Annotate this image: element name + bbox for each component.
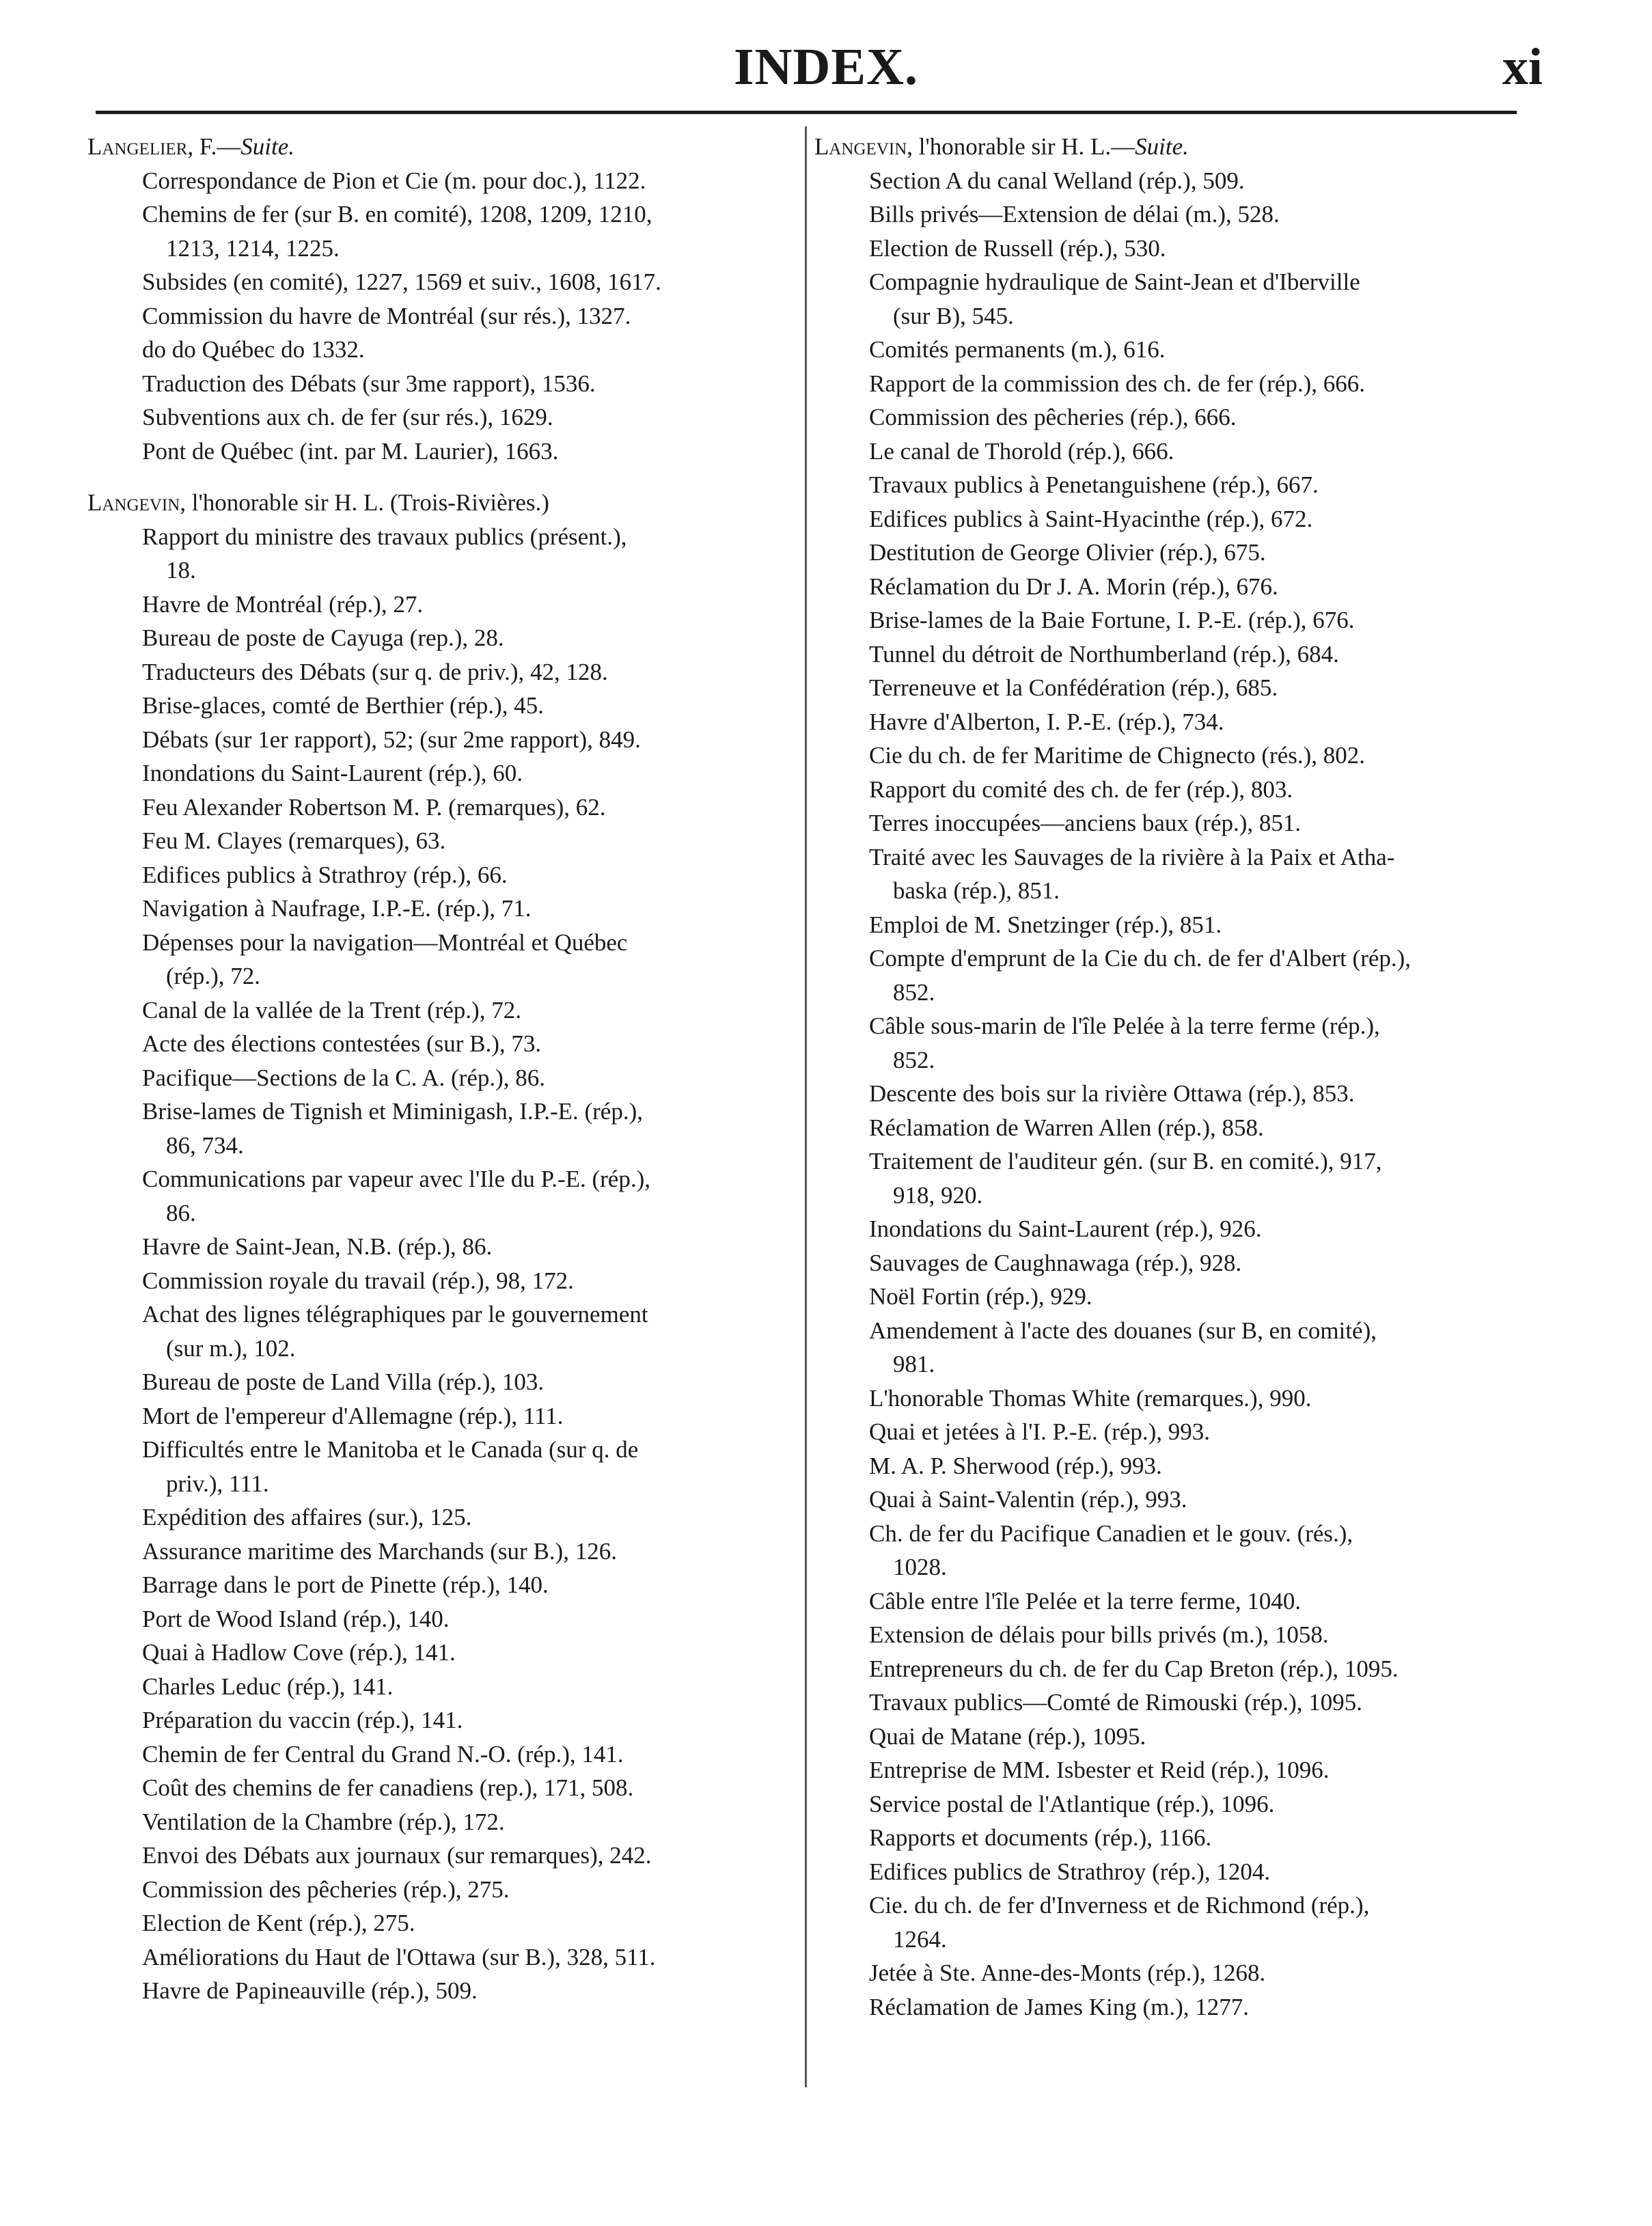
index-entry: Havre de Montréal (rép.), 27.: [142, 590, 424, 618]
index-entry: Edifices publics à Saint-Hyacinthe (rép.), 672.: [869, 505, 1313, 532]
index-entry: Sauvages de Caughnawaga (rép.), 928.: [869, 1249, 1242, 1276]
index-entry-continuation: 18.: [166, 557, 196, 583]
index-entry: Comités permanents (m.), 616.: [869, 336, 1166, 363]
index-entry: Inondations du Saint-Laurent (rép.), 60.: [142, 760, 523, 786]
index-entry: Acte des élections contestées (sur B.), 73.: [142, 1030, 542, 1057]
index-entry: Rapport du comité des ch. de fer (rép.), 803.: [869, 775, 1293, 803]
index-entry-continuation: 981.: [893, 1351, 935, 1377]
index-entry: Descente des bois sur la rivière Ottawa (rép.), 853.: [869, 1080, 1355, 1107]
index-entry-continuation: 852.: [893, 1046, 935, 1073]
right-column: [814, 130, 1532, 2024]
index-entry: Chemin de fer Central du Grand N.-O. (rép.), 141.: [142, 1740, 624, 1768]
index-entry: Difficultés entre le Manitoba et le Canada (sur q. de: [142, 1436, 639, 1463]
index-entry: Ventilation de la Chambre (rép.), 172.: [142, 1808, 505, 1835]
index-entry-continuation: (rép.), 72.: [166, 963, 261, 989]
index-entry: Brise-lames de la Baie Fortune, I. P.-E. (rép.), 676.: [869, 607, 1355, 633]
index-entry: Section A du canal Welland (rép.), 509.: [869, 167, 1245, 194]
index-entry: Entrepreneurs du ch. de fer du Cap Breton (rép.), 1095.: [869, 1655, 1399, 1682]
index-entry: Commission des pêcheries (rép.), 275.: [142, 1875, 510, 1903]
index-entry: Havre de Saint-Jean, N.B. (rép.), 86.: [142, 1233, 493, 1260]
index-entry: Traitement de l'auditeur gén. (sur B. en comité.), 917,: [869, 1148, 1382, 1174]
index-entry: Rapport de la commission des ch. de fer (rép.), 666.: [869, 370, 1366, 397]
index-entry-continuation: 86, 734.: [166, 1131, 244, 1159]
index-entry-continuation: 1264.: [893, 1925, 947, 1953]
index-entry: Traduction des Débats (sur 3me rapport), 1536.: [142, 370, 596, 397]
index-entry: Coût des chemins de fer canadiens (rep.), 171, 508.: [142, 1774, 634, 1801]
index-entry: Havre de Papineauville (rép.), 509.: [142, 1977, 478, 2004]
index-entry: Terres inoccupées—anciens baux (rép.), 851.: [869, 810, 1302, 836]
index-entry: Service postal de l'Atlantique (rép.), 1096.: [869, 1790, 1275, 1817]
index-entry: Communications par vapeur avec l'Ile du P.-E. (rép.),: [142, 1166, 650, 1192]
index-entry: Assurance maritime des Marchands (sur B.), 126.: [142, 1537, 617, 1565]
index-entry-continuation: (sur m.), 102.: [166, 1334, 296, 1362]
index-entry: Compte d'emprunt de la Cie du ch. de fer d'Albert (rép.),: [869, 945, 1412, 972]
index-entry: Charles Leduc (rép.), 141.: [142, 1673, 394, 1700]
index-entry: Correspondance de Pion et Cie (m. pour doc.), 1122.: [142, 167, 646, 194]
index-entry: Amendement à l'acte des douanes (sur B, en comité),: [869, 1317, 1377, 1344]
index-entry: Edifices publics à Strathroy (rép.), 66.: [142, 861, 508, 888]
heading-suffix: Suite.: [1135, 133, 1189, 160]
index-entry-continuation: 1213, 1214, 1225.: [166, 234, 340, 262]
index-entry: Travaux publics—Comté de Rimouski (rép.), 1095.: [869, 1689, 1362, 1716]
page-header: [0, 38, 1652, 106]
index-entry: Commission des pêcheries (rép.), 666.: [869, 404, 1237, 430]
index-entry: Edifices publics de Strathroy (rép.), 1204.: [869, 1858, 1271, 1885]
section-gap: [87, 468, 791, 486]
index-entry: Expédition des affaires (sur.), 125.: [142, 1504, 472, 1530]
index-heading: [87, 130, 791, 164]
header-rule: [96, 111, 1517, 114]
index-entry: Pacifique—Sections de la C. A. (rép.), 86.: [142, 1064, 546, 1091]
index-entry-continuation: 86.: [166, 1199, 196, 1226]
index-entry: Havre d'Alberton, I. P.-E. (rép.), 734.: [869, 708, 1224, 735]
index-entry: Achat des lignes télégraphiques par le gouvernement: [142, 1301, 648, 1328]
index-heading: [814, 130, 1532, 164]
heading-rest: , F.—: [187, 133, 241, 160]
index-entry: Bureau de poste de Cayuga (rep.), 28.: [142, 624, 504, 651]
index-entry: Quai et jetées à l'I. P.-E. (rép.), 993.: [869, 1418, 1211, 1445]
index-entry: Quai à Saint-Valentin (rép.), 993.: [869, 1486, 1187, 1513]
index-entry: Entreprise de MM. Isbester et Reid (rép.), 1096.: [869, 1757, 1330, 1783]
index-entry: Bureau de poste de Land Villa (rép.), 103.: [142, 1369, 545, 1395]
index-entry: Le canal de Thorold (rép.), 666.: [869, 437, 1174, 465]
index-entry: Réclamation du Dr J. A. Morin (rép.), 676.: [869, 573, 1278, 600]
page-number: xi: [1502, 38, 1543, 96]
index-entry: Terreneuve et la Confédération (rép.), 685.: [869, 674, 1278, 701]
index-entry: Tunnel du détroit de Northumberland (rép.), 684.: [869, 640, 1339, 668]
index-entry: Réclamation de James King (m.), 1277.: [869, 1993, 1249, 2020]
index-entry: Préparation du vaccin (rép.), 141.: [142, 1707, 463, 1733]
index-entry: Feu M. Clayes (remarques), 63.: [142, 827, 446, 854]
index-entry: Travaux publics à Penetanguishene (rép.), 667.: [869, 471, 1319, 498]
index-entry: Brise-glaces, comté de Berthier (rép.), 45.: [142, 692, 544, 719]
heading-name: Langevin: [814, 133, 907, 160]
heading-name: Langelier: [87, 133, 188, 160]
index-entry: Traité avec les Sauvages de la rivière à la Paix et Atha-: [869, 843, 1395, 870]
index-entry: Rapports et documents (rép.), 1166.: [869, 1824, 1212, 1851]
index-entry: Feu Alexander Robertson M. P. (remarques), 62.: [142, 793, 606, 821]
index-entry: Pont de Québec (int. par M. Laurier), 1663.: [142, 437, 559, 465]
index-entry: Navigation à Naufrage, I.P.-E. (rép.), 71.: [142, 895, 532, 922]
index-entry: Election de Russell (rép.), 530.: [869, 234, 1166, 262]
index-entry: Cie. du ch. de fer d'Inverness et de Richmond (rép.),: [869, 1892, 1370, 1919]
heading-rest: , l'honorable sir H. L. (Trois-Rivières.): [180, 489, 549, 516]
heading-rest: , l'honorable sir H. L.—: [907, 133, 1135, 160]
page-title: INDEX.: [734, 38, 918, 96]
index-entry: Mort de l'empereur d'Allemagne (rép.), 111.: [142, 1402, 564, 1429]
index-entry: Traducteurs des Débats (sur q. de priv.), 42, 128.: [142, 658, 608, 685]
index-entry: Commission du havre de Montréal (sur rés.), 1327.: [142, 302, 631, 329]
index-entry: L'honorable Thomas White (remarques.), 990.: [869, 1384, 1312, 1412]
index-list-left: [87, 130, 791, 2008]
index-entry: Envoi des Débats aux journaux (sur remarques), 242.: [142, 1842, 652, 1869]
index-entry: Inondations du Saint-Laurent (rép.), 926.: [869, 1215, 1262, 1242]
index-entry: Améliorations du Haut de l'Ottawa (sur B.), 328, 511.: [142, 1943, 656, 1970]
index-entry: do do Québec do 1332.: [142, 336, 365, 363]
index-entry-continuation: 1028.: [893, 1554, 947, 1580]
index-entry: Brise-lames de Tignish et Miminigash, I.P.-E. (rép.),: [142, 1098, 644, 1125]
heading-suffix: Suite.: [240, 133, 295, 160]
index-entry-continuation: (sur B), 545.: [893, 302, 1014, 329]
index-entry: Subsides (en comité), 1227, 1569 et suiv., 1608, 1617.: [142, 269, 661, 295]
index-heading: [87, 486, 791, 520]
index-entry: Compagnie hydraulique de Saint-Jean et d'Iberville: [869, 269, 1360, 295]
index-entry: Port de Wood Island (rép.), 140.: [142, 1605, 450, 1632]
index-entry: Destitution de George Olivier (rép.), 675.: [869, 539, 1266, 566]
index-entry: Extension de délais pour bills privés (m.), 1058.: [869, 1621, 1329, 1648]
index-entry-continuation: 852.: [893, 978, 935, 1006]
index-entry: Réclamation de Warren Allen (rép.), 858.: [869, 1114, 1264, 1141]
index-entry: Barrage dans le port de Pinette (rép.), 140.: [142, 1571, 549, 1598]
index-entry: Dépenses pour la navigation—Montréal et Québec: [142, 929, 628, 956]
index-entry: Ch. de fer du Pacifique Canadien et le gouv. (rés.),: [869, 1520, 1353, 1547]
index-entry: Câble sous-marin de l'île Pelée à la terre ferme (rép.),: [869, 1013, 1380, 1039]
index-entry: Quai de Matane (rép.), 1095.: [869, 1722, 1146, 1750]
index-entry: Cie du ch. de fer Maritime de Chignecto (rés.), 802.: [869, 742, 1366, 769]
index-entry: Commission royale du travail (rép.), 98, 172.: [142, 1267, 574, 1294]
heading-name: Langevin: [87, 489, 180, 516]
index-entry: Câble entre l'île Pelée et la terre ferme, 1040.: [869, 1587, 1302, 1614]
index-entry-continuation: priv.), 111.: [166, 1470, 269, 1497]
index-entry: Quai à Hadlow Cove (rép.), 141.: [142, 1639, 456, 1666]
index-entry: Subventions aux ch. de fer (sur rés.), 1629.: [142, 404, 553, 430]
index-entry: Débats (sur 1er rapport), 52; (sur 2me rapport), 849.: [142, 726, 641, 753]
index-entry: Jetée à Ste. Anne-des-Monts (rép.), 1268.: [869, 1960, 1266, 1986]
index-entry: M. A. P. Sherwood (rép.), 993.: [869, 1452, 1162, 1479]
index-entry-continuation: 918, 920.: [893, 1181, 983, 1209]
index-entry: Noël Fortin (rép.), 929.: [869, 1283, 1092, 1310]
index-entry: Chemins de fer (sur B. en comité), 1208, 1209, 1210,: [142, 201, 652, 228]
column-divider: [805, 126, 807, 2087]
index-entry: Rapport du ministre des travaux publics (présent.),: [142, 523, 627, 550]
left-column: [87, 130, 791, 2008]
index-entry: Bills privés—Extension de délai (m.), 528.: [869, 201, 1280, 228]
index-entry: Election de Kent (rép.), 275.: [142, 1910, 415, 1936]
index-entry: Emploi de M. Snetzinger (rép.), 851.: [869, 911, 1222, 938]
index-entry-continuation: baska (rép.), 851.: [893, 877, 1060, 904]
index-entry: Canal de la vallée de la Trent (rép.), 72.: [142, 996, 521, 1023]
index-list-right: [814, 130, 1532, 2024]
